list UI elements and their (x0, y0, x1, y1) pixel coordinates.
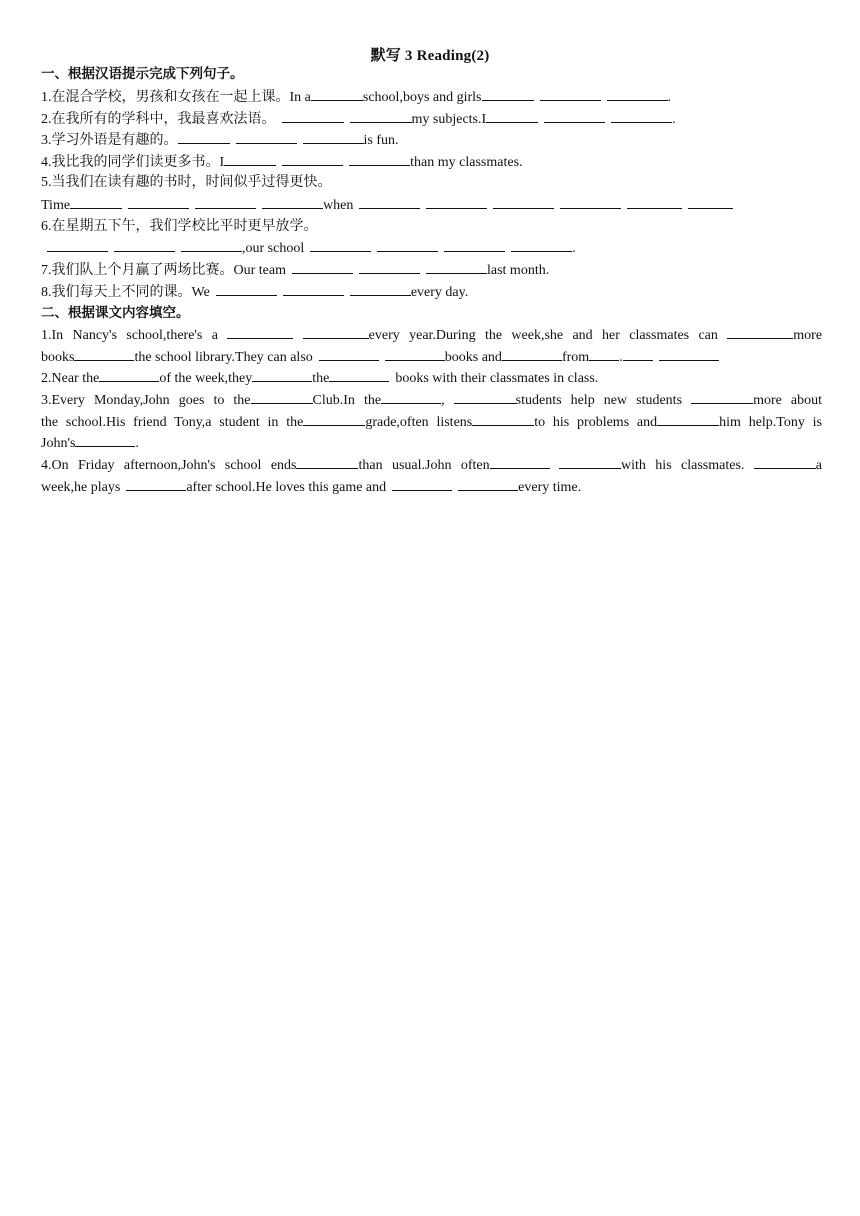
sentence-7-text-a: Our team (233, 263, 286, 278)
blank[interactable] (329, 367, 389, 382)
passage-text: . (135, 436, 139, 451)
passage-text: 2.Near the (41, 371, 100, 386)
blank[interactable] (493, 194, 554, 209)
blank[interactable] (381, 389, 441, 404)
blank[interactable] (128, 194, 189, 209)
blank[interactable] (385, 346, 445, 361)
blank[interactable] (292, 259, 353, 274)
blank[interactable] (350, 281, 411, 296)
sentence-3-chinese: 3.学习外语是有趣的。 (41, 133, 178, 148)
passage-text: 3.Every Monday,John goes to the (41, 393, 251, 408)
blank[interactable] (126, 476, 186, 491)
blank[interactable] (310, 237, 371, 252)
passage-text: to his problems and (534, 415, 658, 430)
sentence-2-end: . (672, 112, 676, 127)
sentence-1-text-a: In a (289, 90, 311, 105)
passage-text: 4.On Friday afternoon,John's school ends (41, 458, 297, 473)
sentence-2 (41, 108, 822, 130)
blank[interactable] (319, 346, 379, 361)
blank[interactable] (282, 108, 344, 123)
blank[interactable] (359, 194, 420, 209)
sentence-6 (41, 237, 822, 259)
blank[interactable] (611, 108, 672, 123)
blank[interactable] (727, 324, 793, 339)
blank[interactable] (454, 389, 516, 404)
sentence-8-chinese: 8.我们每天上不同的课。 (41, 285, 192, 300)
blank[interactable] (181, 237, 242, 252)
sentence-7-text-b: last month. (486, 263, 550, 278)
passage-1-line-1 (41, 324, 822, 346)
blank[interactable] (623, 346, 653, 361)
passage-text: books and (444, 350, 502, 365)
sentence-2-chinese: 2.在我所有的学科中，我最喜欢法语。 (41, 112, 276, 127)
blank[interactable] (559, 454, 621, 469)
passage-text: . (619, 350, 623, 365)
blank[interactable] (251, 389, 313, 404)
blank[interactable] (236, 129, 297, 144)
blank[interactable] (688, 194, 733, 209)
page-title: 默写 3 Reading(2) (370, 48, 490, 64)
sentence-7 (41, 259, 822, 281)
passage-3-line-2 (41, 411, 822, 433)
blank[interactable] (691, 389, 753, 404)
passage-text: every time. (518, 480, 582, 495)
blank[interactable] (426, 259, 487, 274)
blank[interactable] (349, 151, 410, 166)
passage-text: students help new students (515, 393, 683, 408)
blank[interactable] (114, 237, 175, 252)
sentence-3 (41, 129, 822, 151)
sentence-4-chinese: 4.我比我的同学们读更多书。 (41, 155, 220, 170)
blank[interactable] (74, 346, 134, 361)
passage-text: the (312, 371, 330, 386)
blank[interactable] (627, 194, 682, 209)
blank[interactable] (296, 454, 358, 469)
passage-text: week,he plays (41, 480, 121, 495)
blank[interactable] (540, 86, 601, 101)
blank[interactable] (303, 129, 364, 144)
blank[interactable] (589, 346, 619, 361)
sentence-6-text-a: ,our school (242, 241, 305, 256)
blank[interactable] (490, 454, 550, 469)
blank[interactable] (282, 151, 343, 166)
sentence-8 (41, 281, 822, 303)
blank[interactable] (224, 151, 276, 166)
blank[interactable] (754, 454, 816, 469)
sentence-5-chinese: 5.当我们在读有趣的书时，时间似乎过得更快。 (41, 175, 332, 190)
passage-text: 1.In Nancy's school,there's a (41, 328, 218, 343)
blank[interactable] (227, 324, 293, 339)
passage-text: a (815, 458, 822, 473)
sentence-6-end: . (572, 241, 576, 256)
blank[interactable] (350, 108, 412, 123)
blank[interactable] (359, 259, 420, 274)
sentence-1-chinese: 1.在混合学校，男孩和女孩在一起上课。 (41, 90, 290, 105)
blank[interactable] (472, 411, 534, 426)
passage-text: the school.His friend Tony,a student in the (41, 415, 304, 430)
sentence-1-text-b: school,boys and girls (362, 90, 482, 105)
sentence-8-text-b: every day. (410, 285, 469, 300)
blank[interactable] (195, 194, 256, 209)
blank[interactable] (560, 194, 621, 209)
sentence-1 (41, 86, 822, 108)
blank[interactable] (47, 237, 108, 252)
sentence-4 (41, 151, 822, 173)
passage-text: grade,often listens (365, 415, 473, 430)
blank[interactable] (659, 346, 719, 361)
passage-text: books (41, 350, 75, 365)
blank[interactable] (511, 237, 572, 252)
blank[interactable] (377, 237, 438, 252)
blank[interactable] (607, 86, 668, 101)
blank[interactable] (311, 86, 363, 101)
sentence-2-text-a: my subjects.I (411, 112, 487, 127)
blank[interactable] (252, 367, 312, 382)
passage-text: every year.During the week,she and her classmates can (368, 328, 718, 343)
blank[interactable] (392, 476, 452, 491)
sentence-5 (41, 194, 822, 216)
passage-2-line-1 (41, 367, 822, 389)
passage-3-line-1 (41, 389, 822, 411)
sentence-4-text-b: than my classmates. (410, 155, 523, 170)
sentence-5-text-b: when (323, 198, 354, 213)
blank[interactable] (303, 324, 369, 339)
sentence-3-text-a: is fun. (363, 133, 399, 148)
blank[interactable] (458, 476, 518, 491)
passage-4-line-2 (41, 476, 822, 498)
passage-text: from (561, 350, 590, 365)
blank[interactable] (444, 237, 505, 252)
passage-text: with his classmates. (621, 458, 745, 473)
passage-text: John's (41, 436, 76, 451)
blank[interactable] (303, 411, 365, 426)
passage-text: books with their classmates in class. (395, 371, 599, 386)
passage-text: him help.Tony is (719, 415, 822, 430)
sentence-8-text-a: We (191, 285, 210, 300)
blank[interactable] (178, 129, 230, 144)
blank[interactable] (283, 281, 344, 296)
blank[interactable] (426, 194, 487, 209)
sentence-5-text-a: Time (41, 198, 71, 213)
passage-text: more (793, 328, 822, 343)
passage-4-line-1 (41, 454, 822, 476)
passage-text: than usual.John often (358, 458, 490, 473)
section-1-heading: 一、根据汉语提示完成下列句子。 (41, 66, 244, 82)
section-2-heading: 二、根据课文内容填空。 (41, 305, 190, 321)
sentence-4-text-a: I (219, 155, 225, 170)
blank[interactable] (99, 367, 159, 382)
passage-text: more about (753, 393, 822, 408)
sentence-7-chinese: 7.我们队上个月赢了两场比赛。 (41, 263, 234, 278)
passage-text: of the week,they (159, 371, 253, 386)
blank[interactable] (544, 108, 605, 123)
blank[interactable] (482, 86, 534, 101)
blank[interactable] (262, 194, 323, 209)
passage-1-line-2 (41, 346, 822, 368)
sentence-1-end: . (667, 90, 671, 105)
blank[interactable] (70, 194, 122, 209)
blank[interactable] (502, 346, 562, 361)
blank[interactable] (75, 432, 135, 447)
sentence-6-chinese: 6.在星期五下午，我们学校比平时更早放学。 (41, 219, 318, 234)
passage-text: , (441, 393, 445, 408)
passage-3-line-3 (41, 432, 822, 454)
passage-text: Club.In the (312, 393, 382, 408)
blank[interactable] (486, 108, 538, 123)
passage-text: the school library.They can also (134, 350, 313, 365)
blank[interactable] (657, 411, 719, 426)
blank[interactable] (216, 281, 277, 296)
passage-text: after school.He loves this game and (186, 480, 387, 495)
